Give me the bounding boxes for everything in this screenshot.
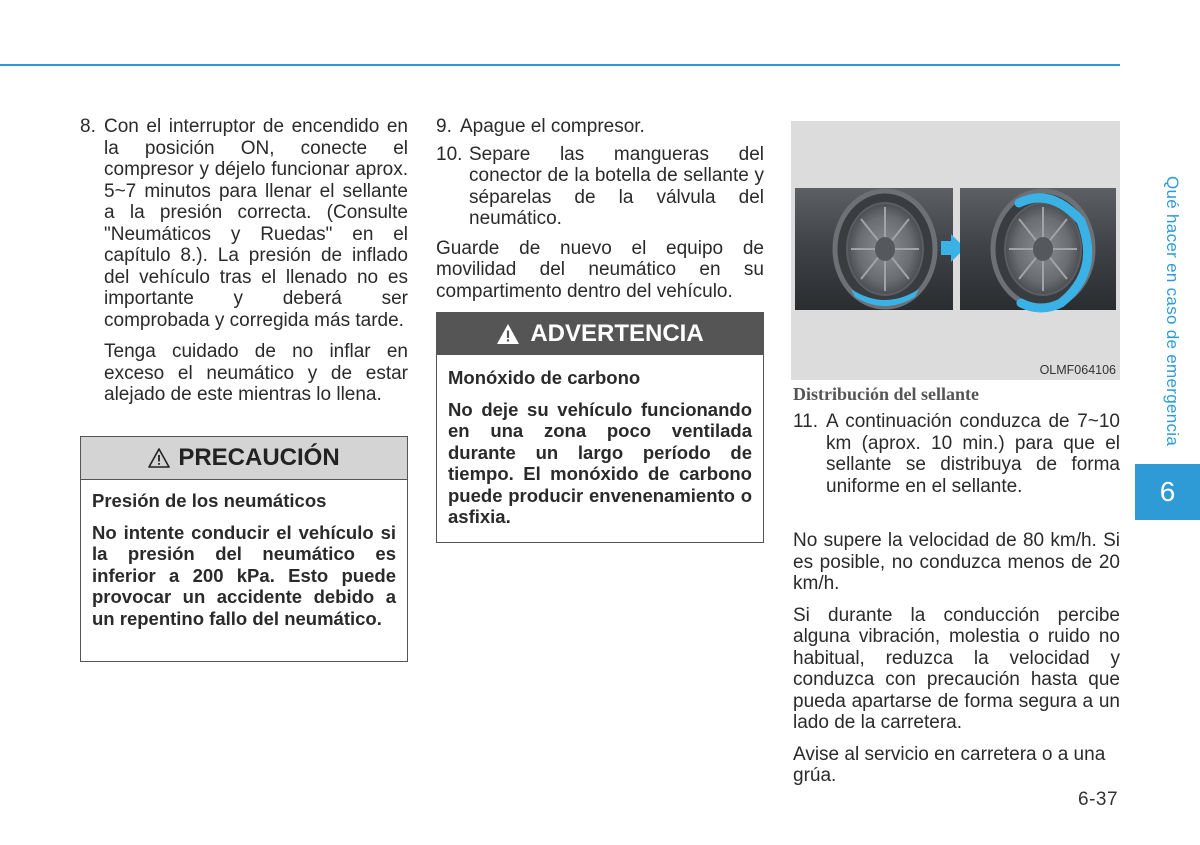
column-3	[793, 411, 1120, 797]
caution-box	[80, 436, 408, 662]
warning-triangle-icon	[496, 323, 520, 345]
speed-paragraph: No supere la velocidad de 80 km/h. Si es posible, no conduzca menos de 20 km/h.	[793, 530, 1120, 594]
warning-title: ADVERTENCIA	[530, 320, 704, 347]
step-9	[436, 116, 764, 138]
warning-subtitle: Monóxido de carbono	[448, 367, 641, 388]
vibration-paragraph: Si durante la conducción percibe alguna vibración, molestia o ruido no habitual, reduzca la velocidad y conduzca con precaución hasta que pueda apartarse de forma segura a un lado de la carretera.	[793, 604, 1120, 733]
step-11	[793, 411, 1120, 497]
warning-body	[437, 355, 763, 538]
chapter-number-tab: 6	[1135, 464, 1200, 520]
sealant-distribution-figure	[791, 121, 1120, 380]
step-11-text: A continuación conduzca de 7~10 km (aprox. 10 min.) para que el sellante se distribuya de forma uniforme en el sellante.	[826, 411, 1120, 497]
warning-header	[437, 313, 763, 355]
step-8-number: 8.	[80, 116, 96, 137]
warning-triangle-icon	[148, 448, 170, 468]
caution-title: PRECAUCIÓN	[178, 444, 340, 471]
caution-header	[81, 437, 407, 480]
step-9-number: 9.	[436, 116, 452, 137]
road-service-paragraph: Avise al servicio en carretera o a una grúa.	[793, 743, 1106, 786]
step-8	[80, 116, 408, 331]
chapter-side-label: Qué hacer en caso de emergencia	[1163, 176, 1182, 447]
figure-caption: Distribución del sellante	[793, 384, 980, 404]
storage-paragraph: Guarde de nuevo el equipo de movilidad del neumático en su compartimento dentro del vehículo.	[436, 237, 764, 302]
warning-text: No deje su vehículo funcionando en una zona poco ventilada durante un largo período de tiempo. El monóxido de carbono puede producir envenenamiento o asfixia.	[448, 398, 752, 527]
step-9-text: Apague el compresor.	[460, 116, 645, 137]
page-number: 6-37	[1078, 789, 1119, 810]
step-10-text: Separe las mangueras del conector de la botella de sellante y séparelas de la válvula del neumático.	[469, 143, 764, 229]
warning-box	[436, 312, 764, 543]
step-10	[436, 144, 764, 230]
column-2	[436, 116, 764, 312]
step-8-note: Tenga cuidado de no inflar en exceso el neumático y de estar alejado de este mientras lo llena.	[104, 341, 408, 405]
step-8-text: Con el interruptor de encendido en la posición ON, conecte el compresor y déjelo funcionar aprox. 5~7 minutos para llenar el sellante a la presión correcta. (Consulte "Neumáticos y Ruedas" en el capítulo 8.). La presión de inflado del vehículo tras el llenado no es importante y deberá ser comprobada y corregida más tarde.	[104, 116, 408, 331]
step-11-number: 11.	[793, 411, 819, 432]
tire-illustration	[791, 121, 1120, 380]
header-rule	[0, 64, 1120, 66]
step-10-number: 10.	[436, 143, 463, 165]
column-1	[80, 116, 408, 406]
figure-code: OLMF064106	[1039, 363, 1116, 377]
caution-text: No intente conducir el vehículo si la presión del neumático es inferior a 200 kPa. Esto puede provocar un accidente debido a un repentino fallo del neumático.	[92, 521, 396, 629]
caution-subtitle: Presión de los neumáticos	[92, 490, 327, 511]
caution-body	[81, 480, 407, 639]
